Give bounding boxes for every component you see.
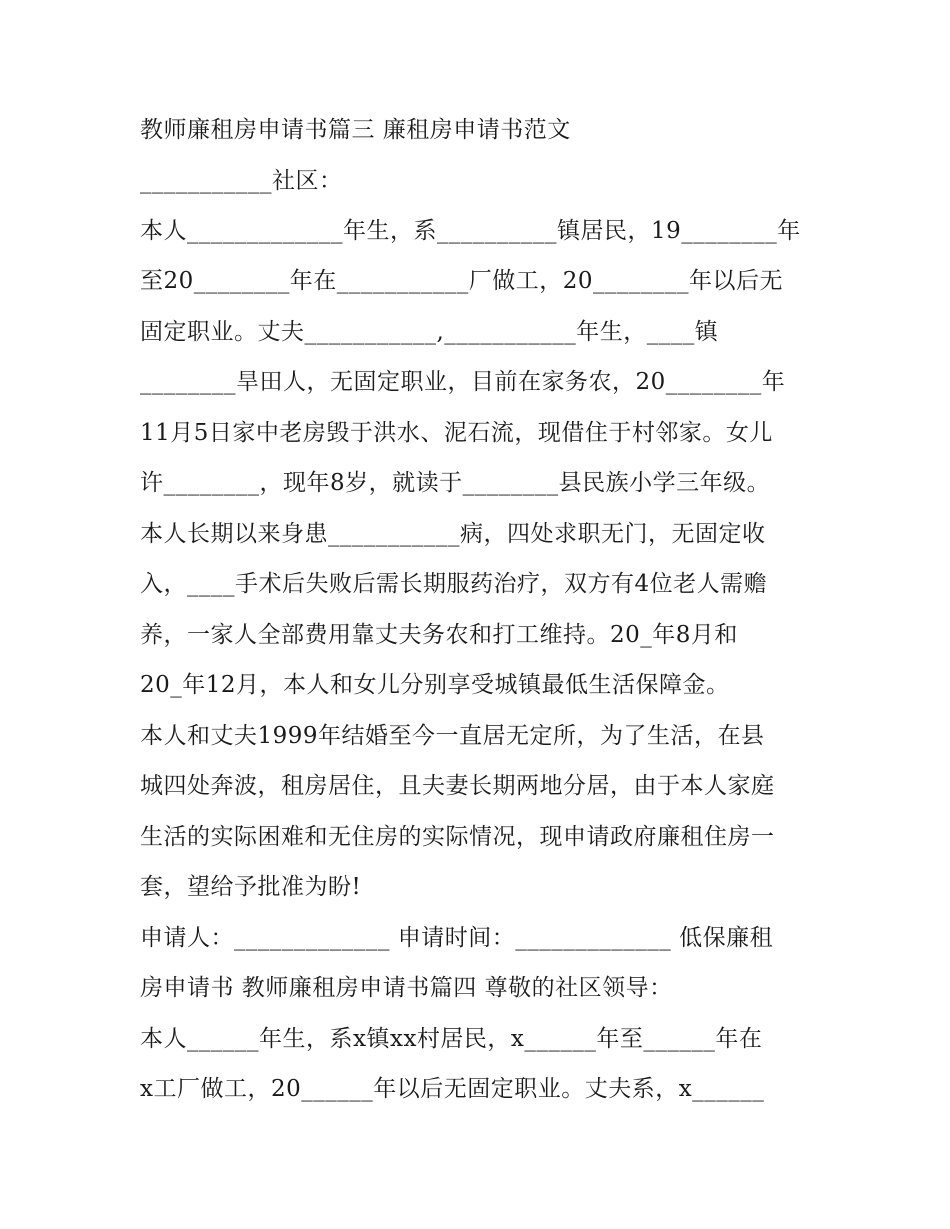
document-line: 至20________年在___________厂做工，20________年以后无	[140, 268, 784, 294]
document-line: 本人和丈夫1999年结婚至今一直居无定所，为了生活，在县	[140, 723, 765, 749]
document-line: 许________，现年8岁，就读于________县民族小学三年级。	[140, 470, 771, 496]
document-line: 固定职业。丈夫___________,___________年生，____镇	[140, 319, 719, 345]
document-line-title: 教师廉租房申请书篇三 廉租房申请书范文	[140, 117, 571, 143]
document-line: 套，望给予批准为盼!	[140, 874, 362, 900]
document-line-section-heading: 房申请书 教师廉租房申请书篇四 尊敬的社区领导：	[140, 975, 673, 1001]
document-line: 生活的实际困难和无住房的实际情况，现申请政府廉租住房一	[140, 824, 775, 850]
document-line-addressee: ___________社区：	[140, 168, 343, 194]
document-line: 本人_____________年生，系__________镇居民，19________年	[140, 218, 801, 244]
document-line: 本人______年生，系x镇xx村居民，x______年至______年在	[140, 1026, 763, 1052]
document-line: ________旱田人，无固定职业，目前在家务农，20________年	[140, 369, 786, 395]
document-line: 入，____手术后失败后需长期服药治疗，双方有4位老人需赡	[140, 571, 768, 597]
document-line-signature: 申请人：_____________ 申请时间：_____________ 低保廉租	[140, 925, 774, 951]
document-line: 城四处奔波，租房居住，且夫妻长期两地分居，由于本人家庭	[140, 773, 775, 799]
document-line: 本人长期以来身患___________病，四处求职无门，无固定收	[140, 521, 766, 547]
document-line: 养，一家人全部费用靠丈夫务农和打工维持。20_年8月和	[140, 622, 738, 648]
document-line: 11月5日家中老房毁于洪水、泥石流，现借住于村邻家。女儿	[140, 420, 773, 446]
document-line: x工厂做工，20______年以后无固定职业。丈夫系，x______	[140, 1076, 765, 1102]
document-line: 20_年12月，本人和女儿分别享受城镇最低生活保障金。	[140, 672, 730, 698]
